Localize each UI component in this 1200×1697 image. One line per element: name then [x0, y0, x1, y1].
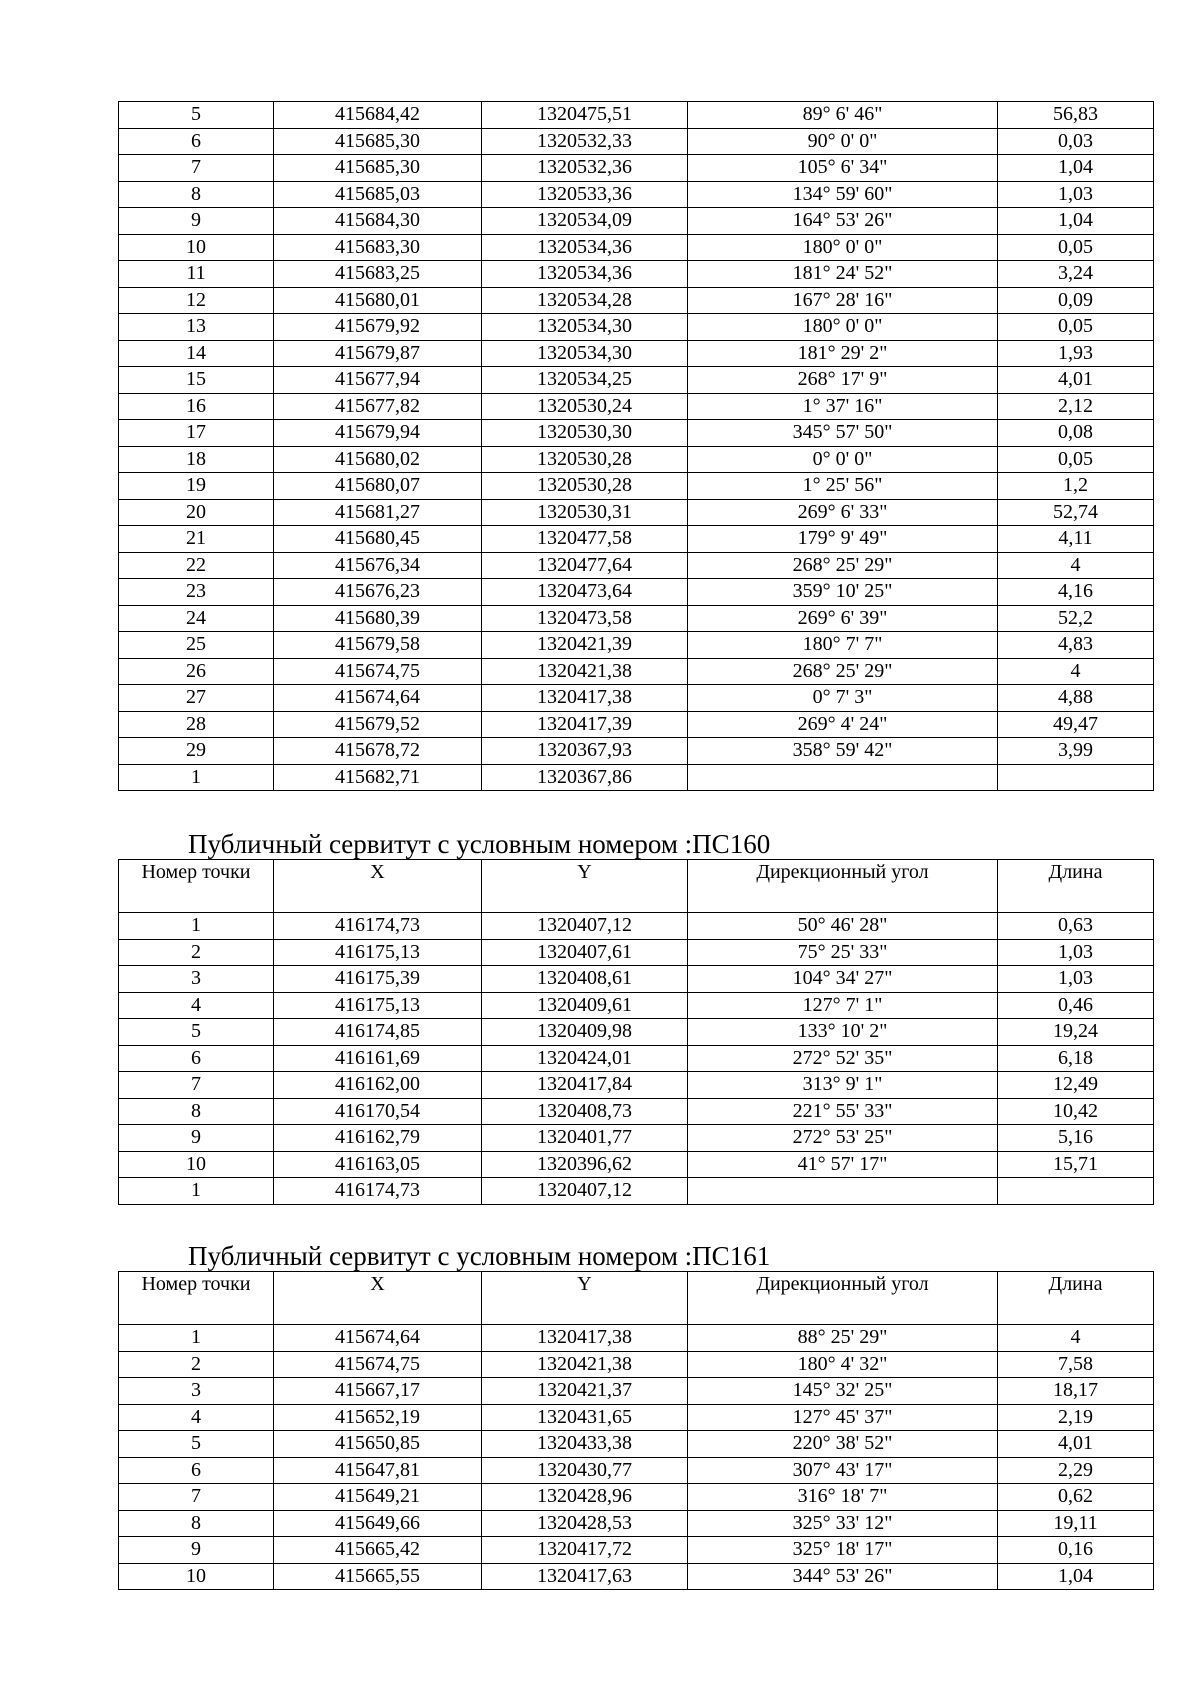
y-coordinate-cell: 1320534,30 — [482, 340, 688, 367]
y-coordinate-cell: 1320473,58 — [482, 605, 688, 632]
length-cell: 1,04 — [998, 1563, 1154, 1590]
x-coordinate-cell: 415649,66 — [274, 1510, 482, 1537]
point-number-cell: 27 — [119, 685, 274, 712]
length-cell: 1,03 — [998, 181, 1154, 208]
point-number-cell: 4 — [119, 992, 274, 1019]
coordinates-table-ps161 — [118, 1271, 1154, 1590]
y-coordinate-cell: 1320396,62 — [482, 1151, 688, 1178]
point-number-cell: 11 — [119, 261, 274, 288]
point-number-cell: 10 — [119, 1151, 274, 1178]
table-row — [119, 1098, 1154, 1125]
length-cell — [998, 1178, 1154, 1205]
header-y: Y — [482, 1272, 688, 1325]
direction-angle-cell: 313° 9' 1" — [688, 1072, 998, 1099]
length-cell: 0,09 — [998, 287, 1154, 314]
point-number-cell: 15 — [119, 367, 274, 394]
table-row — [119, 420, 1154, 447]
x-coordinate-cell: 415680,39 — [274, 605, 482, 632]
x-coordinate-cell: 415679,94 — [274, 420, 482, 447]
y-coordinate-cell: 1320409,61 — [482, 992, 688, 1019]
length-cell: 1,03 — [998, 939, 1154, 966]
direction-angle-cell: 134° 59' 60" — [688, 181, 998, 208]
length-cell: 4,01 — [998, 1431, 1154, 1458]
y-coordinate-cell: 1320409,98 — [482, 1019, 688, 1046]
table-header-row — [119, 1272, 1154, 1325]
point-number-cell: 29 — [119, 738, 274, 765]
direction-angle-cell: 268° 25' 29" — [688, 658, 998, 685]
direction-angle-cell: 268° 17' 9" — [688, 367, 998, 394]
y-coordinate-cell: 1320433,38 — [482, 1431, 688, 1458]
y-coordinate-cell: 1320407,12 — [482, 913, 688, 940]
x-coordinate-cell: 416175,13 — [274, 939, 482, 966]
point-number-cell: 19 — [119, 473, 274, 500]
y-coordinate-cell: 1320408,73 — [482, 1098, 688, 1125]
point-number-cell: 9 — [119, 1125, 274, 1152]
direction-angle-cell: 345° 57' 50" — [688, 420, 998, 447]
point-number-cell: 6 — [119, 1457, 274, 1484]
header-point-number: Номер точки — [119, 860, 274, 913]
x-coordinate-cell: 416175,39 — [274, 966, 482, 993]
length-cell: 1,03 — [998, 966, 1154, 993]
section-title-ps160: Публичный сервитут с условным номером :ПС160 — [188, 829, 771, 859]
length-cell: 0,16 — [998, 1537, 1154, 1564]
direction-angle-cell: 181° 24' 52" — [688, 261, 998, 288]
length-cell: 4 — [998, 658, 1154, 685]
y-coordinate-cell: 1320408,61 — [482, 966, 688, 993]
length-cell: 3,24 — [998, 261, 1154, 288]
section-title-ps161: Публичный сервитут с условным номером :ПС161 — [188, 1241, 771, 1271]
point-number-cell: 16 — [119, 393, 274, 420]
header-length: Длина — [998, 1272, 1154, 1325]
y-coordinate-cell: 1320367,86 — [482, 764, 688, 791]
table-row — [119, 1125, 1154, 1152]
length-cell: 19,11 — [998, 1510, 1154, 1537]
x-coordinate-cell: 415676,23 — [274, 579, 482, 606]
table-row — [119, 1537, 1154, 1564]
length-cell: 52,2 — [998, 605, 1154, 632]
length-cell — [998, 764, 1154, 791]
direction-angle-cell: 1° 37' 16" — [688, 393, 998, 420]
x-coordinate-cell: 415679,58 — [274, 632, 482, 659]
table-row — [119, 1510, 1154, 1537]
table-row — [119, 1019, 1154, 1046]
direction-angle-cell: 325° 33' 12" — [688, 1510, 998, 1537]
x-coordinate-cell: 415677,82 — [274, 393, 482, 420]
table-row — [119, 155, 1154, 182]
x-coordinate-cell: 415647,81 — [274, 1457, 482, 1484]
point-number-cell: 12 — [119, 287, 274, 314]
direction-angle-cell: 127° 45' 37" — [688, 1404, 998, 1431]
y-coordinate-cell: 1320534,09 — [482, 208, 688, 235]
point-number-cell: 5 — [119, 1431, 274, 1458]
header-x: X — [274, 1272, 482, 1325]
point-number-cell: 18 — [119, 446, 274, 473]
direction-angle-cell: 164° 53' 26" — [688, 208, 998, 235]
table-row — [119, 1325, 1154, 1352]
x-coordinate-cell: 415665,42 — [274, 1537, 482, 1564]
length-cell: 0,05 — [998, 234, 1154, 261]
table-row — [119, 711, 1154, 738]
point-number-cell: 9 — [119, 208, 274, 235]
y-coordinate-cell: 1320534,36 — [482, 234, 688, 261]
length-cell: 5,16 — [998, 1125, 1154, 1152]
table-row — [119, 393, 1154, 420]
y-coordinate-cell: 1320407,12 — [482, 1178, 688, 1205]
direction-angle-cell: 220° 38' 52" — [688, 1431, 998, 1458]
length-cell: 0,05 — [998, 314, 1154, 341]
direction-angle-cell: 180° 4' 32" — [688, 1351, 998, 1378]
y-coordinate-cell: 1320428,96 — [482, 1484, 688, 1511]
y-coordinate-cell: 1320428,53 — [482, 1510, 688, 1537]
direction-angle-cell: 0° 7' 3" — [688, 685, 998, 712]
x-coordinate-cell: 416175,13 — [274, 992, 482, 1019]
x-coordinate-cell: 415674,64 — [274, 685, 482, 712]
y-coordinate-cell: 1320530,28 — [482, 446, 688, 473]
length-cell: 1,04 — [998, 208, 1154, 235]
length-cell: 2,12 — [998, 393, 1154, 420]
x-coordinate-cell: 415684,30 — [274, 208, 482, 235]
point-number-cell: 4 — [119, 1404, 274, 1431]
table-row — [119, 1484, 1154, 1511]
direction-angle-cell: 269° 6' 33" — [688, 499, 998, 526]
x-coordinate-cell: 416170,54 — [274, 1098, 482, 1125]
table-row — [119, 913, 1154, 940]
x-coordinate-cell: 416162,79 — [274, 1125, 482, 1152]
table-row — [119, 1563, 1154, 1590]
point-number-cell: 2 — [119, 1351, 274, 1378]
y-coordinate-cell: 1320417,84 — [482, 1072, 688, 1099]
x-coordinate-cell: 415679,52 — [274, 711, 482, 738]
table-row — [119, 1178, 1154, 1205]
point-number-cell: 8 — [119, 1510, 274, 1537]
x-coordinate-cell: 415683,30 — [274, 234, 482, 261]
y-coordinate-cell: 1320530,30 — [482, 420, 688, 447]
y-coordinate-cell: 1320532,36 — [482, 155, 688, 182]
table-row — [119, 287, 1154, 314]
x-coordinate-cell: 415680,45 — [274, 526, 482, 553]
point-number-cell: 14 — [119, 340, 274, 367]
point-number-cell: 8 — [119, 1098, 274, 1125]
length-cell: 4,11 — [998, 526, 1154, 553]
length-cell: 0,05 — [998, 446, 1154, 473]
direction-angle-cell: 104° 34' 27" — [688, 966, 998, 993]
point-number-cell: 7 — [119, 1072, 274, 1099]
direction-angle-cell: 272° 52' 35" — [688, 1045, 998, 1072]
table-row — [119, 966, 1154, 993]
table-row — [119, 992, 1154, 1019]
direction-angle-cell: 1° 25' 56" — [688, 473, 998, 500]
table-row — [119, 658, 1154, 685]
table-row — [119, 579, 1154, 606]
point-number-cell: 1 — [119, 1325, 274, 1352]
y-coordinate-cell: 1320417,38 — [482, 685, 688, 712]
length-cell: 56,83 — [998, 102, 1154, 129]
y-coordinate-cell: 1320534,25 — [482, 367, 688, 394]
point-number-cell: 6 — [119, 1045, 274, 1072]
length-cell: 6,18 — [998, 1045, 1154, 1072]
direction-angle-cell: 180° 0' 0" — [688, 234, 998, 261]
direction-angle-cell: 50° 46' 28" — [688, 913, 998, 940]
x-coordinate-cell: 415680,02 — [274, 446, 482, 473]
x-coordinate-cell: 415674,64 — [274, 1325, 482, 1352]
length-cell: 12,49 — [998, 1072, 1154, 1099]
point-number-cell: 6 — [119, 128, 274, 155]
table-row — [119, 605, 1154, 632]
table-row — [119, 1404, 1154, 1431]
y-coordinate-cell: 1320401,77 — [482, 1125, 688, 1152]
x-coordinate-cell: 415685,30 — [274, 128, 482, 155]
length-cell: 0,62 — [998, 1484, 1154, 1511]
x-coordinate-cell: 415674,75 — [274, 658, 482, 685]
direction-angle-cell: 89° 6' 46" — [688, 102, 998, 129]
direction-angle-cell: 325° 18' 17" — [688, 1537, 998, 1564]
table-row — [119, 526, 1154, 553]
point-number-cell: 3 — [119, 966, 274, 993]
x-coordinate-cell: 415681,27 — [274, 499, 482, 526]
y-coordinate-cell: 1320421,37 — [482, 1378, 688, 1405]
length-cell: 49,47 — [998, 711, 1154, 738]
x-coordinate-cell: 415676,34 — [274, 552, 482, 579]
y-coordinate-cell: 1320477,64 — [482, 552, 688, 579]
point-number-cell: 1 — [119, 1178, 274, 1205]
point-number-cell: 20 — [119, 499, 274, 526]
x-coordinate-cell: 415684,42 — [274, 102, 482, 129]
table-row — [119, 1431, 1154, 1458]
y-coordinate-cell: 1320421,39 — [482, 632, 688, 659]
y-coordinate-cell: 1320421,38 — [482, 658, 688, 685]
table-row — [119, 1457, 1154, 1484]
coordinates-table-ps160 — [118, 859, 1154, 1205]
length-cell: 2,19 — [998, 1404, 1154, 1431]
y-coordinate-cell: 1320431,65 — [482, 1404, 688, 1431]
length-cell: 7,58 — [998, 1351, 1154, 1378]
y-coordinate-cell: 1320407,61 — [482, 939, 688, 966]
point-number-cell: 13 — [119, 314, 274, 341]
point-number-cell: 28 — [119, 711, 274, 738]
point-number-cell: 8 — [119, 181, 274, 208]
point-number-cell: 7 — [119, 155, 274, 182]
table-header-row — [119, 860, 1154, 913]
y-coordinate-cell: 1320532,33 — [482, 128, 688, 155]
x-coordinate-cell: 415677,94 — [274, 367, 482, 394]
direction-angle-cell: 179° 9' 49" — [688, 526, 998, 553]
length-cell: 18,17 — [998, 1378, 1154, 1405]
direction-angle-cell: 359° 10' 25" — [688, 579, 998, 606]
header-length: Длина — [998, 860, 1154, 913]
length-cell: 15,71 — [998, 1151, 1154, 1178]
point-number-cell: 10 — [119, 1563, 274, 1590]
y-coordinate-cell: 1320424,01 — [482, 1045, 688, 1072]
point-number-cell: 3 — [119, 1378, 274, 1405]
x-coordinate-cell: 415679,87 — [274, 340, 482, 367]
direction-angle-cell: 181° 29' 2" — [688, 340, 998, 367]
x-coordinate-cell: 415649,21 — [274, 1484, 482, 1511]
table-row — [119, 1072, 1154, 1099]
x-coordinate-cell: 415680,01 — [274, 287, 482, 314]
y-coordinate-cell: 1320477,58 — [482, 526, 688, 553]
length-cell: 4,16 — [998, 579, 1154, 606]
y-coordinate-cell: 1320417,38 — [482, 1325, 688, 1352]
x-coordinate-cell: 415674,75 — [274, 1351, 482, 1378]
table-row — [119, 764, 1154, 791]
y-coordinate-cell: 1320430,77 — [482, 1457, 688, 1484]
table-row — [119, 939, 1154, 966]
direction-angle-cell: 105° 6' 34" — [688, 155, 998, 182]
table-row — [119, 1045, 1154, 1072]
y-coordinate-cell: 1320530,24 — [482, 393, 688, 420]
y-coordinate-cell: 1320421,38 — [482, 1351, 688, 1378]
header-x: X — [274, 860, 482, 913]
point-number-cell: 5 — [119, 102, 274, 129]
point-number-cell: 21 — [119, 526, 274, 553]
direction-angle-cell: 268° 25' 29" — [688, 552, 998, 579]
direction-angle-cell: 127° 7' 1" — [688, 992, 998, 1019]
x-coordinate-cell: 415650,85 — [274, 1431, 482, 1458]
point-number-cell: 9 — [119, 1537, 274, 1564]
y-coordinate-cell: 1320417,72 — [482, 1537, 688, 1564]
coordinates-table-continued — [118, 101, 1154, 791]
table-row — [119, 181, 1154, 208]
length-cell: 10,42 — [998, 1098, 1154, 1125]
length-cell: 4 — [998, 1325, 1154, 1352]
direction-angle-cell: 167° 28' 16" — [688, 287, 998, 314]
y-coordinate-cell: 1320473,64 — [482, 579, 688, 606]
x-coordinate-cell: 415680,07 — [274, 473, 482, 500]
y-coordinate-cell: 1320534,30 — [482, 314, 688, 341]
direction-angle-cell — [688, 764, 998, 791]
x-coordinate-cell: 415685,30 — [274, 155, 482, 182]
length-cell: 1,04 — [998, 155, 1154, 182]
length-cell: 4,83 — [998, 632, 1154, 659]
length-cell: 4,01 — [998, 367, 1154, 394]
table-row — [119, 446, 1154, 473]
table-row — [119, 499, 1154, 526]
x-coordinate-cell: 415679,92 — [274, 314, 482, 341]
point-number-cell: 5 — [119, 1019, 274, 1046]
table-row — [119, 473, 1154, 500]
x-coordinate-cell: 416163,05 — [274, 1151, 482, 1178]
table-row — [119, 552, 1154, 579]
point-number-cell: 1 — [119, 764, 274, 791]
table-row — [119, 340, 1154, 367]
direction-angle-cell: 133° 10' 2" — [688, 1019, 998, 1046]
header-direction-angle: Дирекционный угол — [688, 1272, 998, 1325]
length-cell: 4 — [998, 552, 1154, 579]
direction-angle-cell: 88° 25' 29" — [688, 1325, 998, 1352]
length-cell: 1,93 — [998, 340, 1154, 367]
direction-angle-cell: 180° 0' 0" — [688, 314, 998, 341]
direction-angle-cell: 145° 32' 25" — [688, 1378, 998, 1405]
length-cell: 2,29 — [998, 1457, 1154, 1484]
direction-angle-cell: 0° 0' 0" — [688, 446, 998, 473]
table-row — [119, 102, 1154, 129]
direction-angle-cell: 307° 43' 17" — [688, 1457, 998, 1484]
table-row — [119, 738, 1154, 765]
x-coordinate-cell: 416161,69 — [274, 1045, 482, 1072]
direction-angle-cell: 272° 53' 25" — [688, 1125, 998, 1152]
length-cell: 0,63 — [998, 913, 1154, 940]
header-direction-angle: Дирекционный угол — [688, 860, 998, 913]
length-cell: 0,08 — [998, 420, 1154, 447]
point-number-cell: 24 — [119, 605, 274, 632]
point-number-cell: 22 — [119, 552, 274, 579]
direction-angle-cell: 41° 57' 17" — [688, 1151, 998, 1178]
y-coordinate-cell: 1320367,93 — [482, 738, 688, 765]
x-coordinate-cell: 415683,25 — [274, 261, 482, 288]
length-cell: 0,46 — [998, 992, 1154, 1019]
x-coordinate-cell: 415685,03 — [274, 181, 482, 208]
x-coordinate-cell: 415665,55 — [274, 1563, 482, 1590]
x-coordinate-cell: 416174,73 — [274, 913, 482, 940]
length-cell: 19,24 — [998, 1019, 1154, 1046]
table-row — [119, 314, 1154, 341]
table-row — [119, 208, 1154, 235]
length-cell: 4,88 — [998, 685, 1154, 712]
point-number-cell: 2 — [119, 939, 274, 966]
header-point-number: Номер точки — [119, 1272, 274, 1325]
table-row — [119, 367, 1154, 394]
table-row — [119, 632, 1154, 659]
y-coordinate-cell: 1320475,51 — [482, 102, 688, 129]
y-coordinate-cell: 1320534,28 — [482, 287, 688, 314]
header-y: Y — [482, 860, 688, 913]
length-cell: 3,99 — [998, 738, 1154, 765]
point-number-cell: 23 — [119, 579, 274, 606]
point-number-cell: 17 — [119, 420, 274, 447]
direction-angle-cell: 90° 0' 0" — [688, 128, 998, 155]
y-coordinate-cell: 1320534,36 — [482, 261, 688, 288]
y-coordinate-cell: 1320530,28 — [482, 473, 688, 500]
x-coordinate-cell: 415682,71 — [274, 764, 482, 791]
length-cell: 1,2 — [998, 473, 1154, 500]
table-row — [119, 1378, 1154, 1405]
table-row — [119, 685, 1154, 712]
point-number-cell: 1 — [119, 913, 274, 940]
table-row — [119, 1351, 1154, 1378]
direction-angle-cell: 221° 55' 33" — [688, 1098, 998, 1125]
length-cell: 0,03 — [998, 128, 1154, 155]
direction-angle-cell — [688, 1178, 998, 1205]
length-cell: 52,74 — [998, 499, 1154, 526]
table-row — [119, 234, 1154, 261]
direction-angle-cell: 75° 25' 33" — [688, 939, 998, 966]
point-number-cell: 10 — [119, 234, 274, 261]
direction-angle-cell: 180° 7' 7" — [688, 632, 998, 659]
point-number-cell: 25 — [119, 632, 274, 659]
table-row — [119, 128, 1154, 155]
direction-angle-cell: 269° 4' 24" — [688, 711, 998, 738]
y-coordinate-cell: 1320533,36 — [482, 181, 688, 208]
y-coordinate-cell: 1320417,39 — [482, 711, 688, 738]
point-number-cell: 26 — [119, 658, 274, 685]
table-row — [119, 1151, 1154, 1178]
direction-angle-cell: 269° 6' 39" — [688, 605, 998, 632]
point-number-cell: 7 — [119, 1484, 274, 1511]
y-coordinate-cell: 1320530,31 — [482, 499, 688, 526]
table-row — [119, 261, 1154, 288]
x-coordinate-cell: 416174,85 — [274, 1019, 482, 1046]
direction-angle-cell: 358° 59' 42" — [688, 738, 998, 765]
x-coordinate-cell: 415652,19 — [274, 1404, 482, 1431]
x-coordinate-cell: 416174,73 — [274, 1178, 482, 1205]
x-coordinate-cell: 416162,00 — [274, 1072, 482, 1099]
x-coordinate-cell: 415678,72 — [274, 738, 482, 765]
direction-angle-cell: 316° 18' 7" — [688, 1484, 998, 1511]
direction-angle-cell: 344° 53' 26" — [688, 1563, 998, 1590]
x-coordinate-cell: 415667,17 — [274, 1378, 482, 1405]
y-coordinate-cell: 1320417,63 — [482, 1563, 688, 1590]
